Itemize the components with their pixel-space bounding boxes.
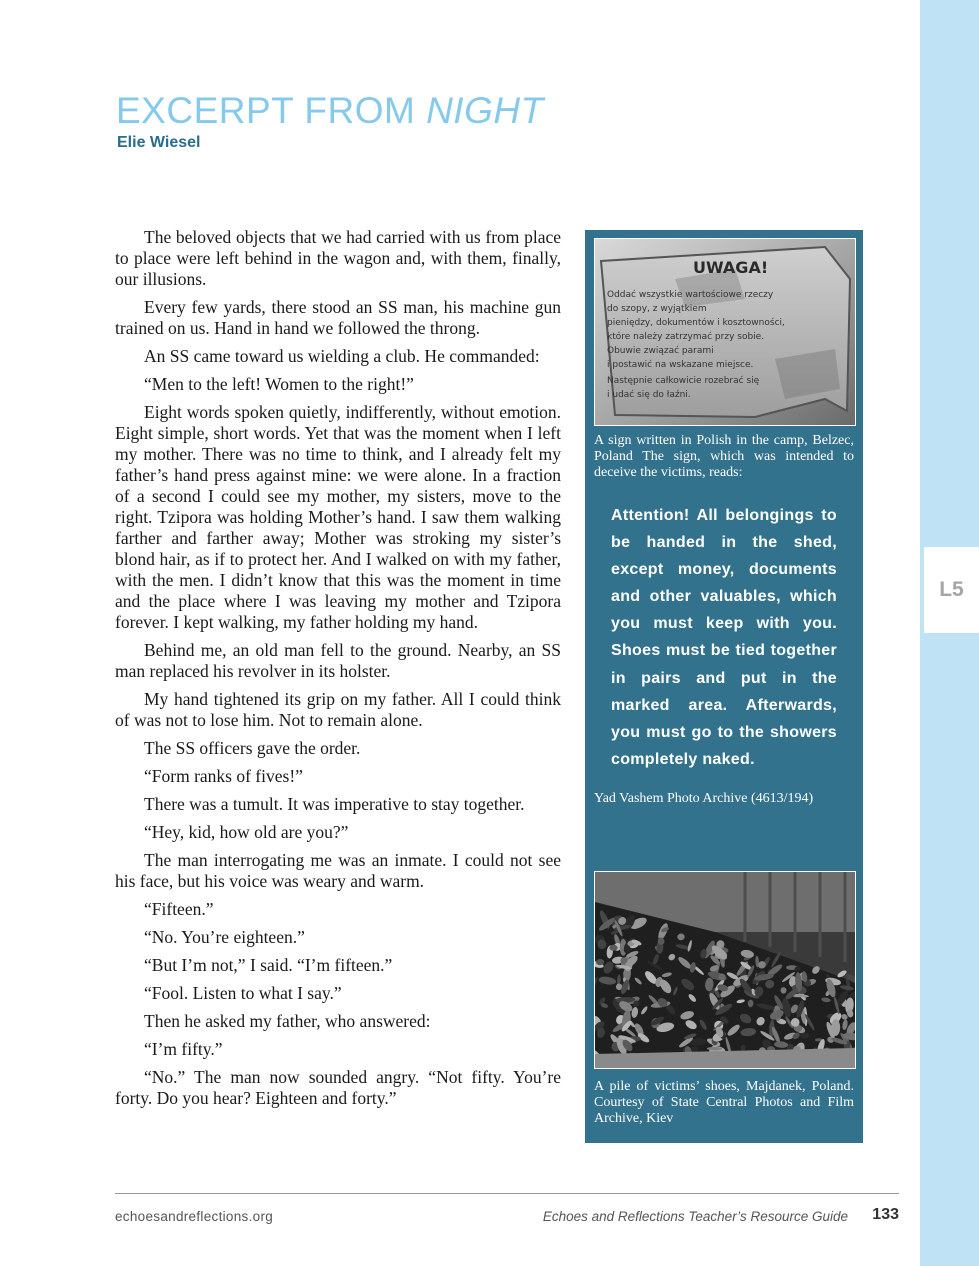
shoes-photo-caption: A pile of victims’ shoes, Majdanek, Poland. Courtesy of State Central Photos and Film Archive, Kiev [594, 1079, 854, 1126]
excerpt-paragraph: “Fool. Listen to what I say.” [144, 983, 342, 1003]
sign-line: do szopy, z wyjątkiem [607, 304, 707, 314]
page-number: 133 [872, 1206, 899, 1223]
excerpt-paragraph: “Form ranks of fives!” [144, 766, 303, 786]
shoes-photo-image [595, 872, 855, 1068]
sign-photo-caption: A sign written in Polish in the camp, Belzec, Poland The sign, which was intended to deceive the victims, reads: [594, 433, 854, 480]
excerpt-body [115, 227, 561, 1116]
excerpt-paragraph: Then he asked my father, who answered: [144, 1011, 431, 1031]
sign-line: i udać się do łaźni. [607, 390, 691, 400]
photo-credit: Yad Vashem Photo Archive (4613/194) [594, 791, 814, 806]
footer-guide-title: Echoes and Reflections Teacher’s Resource Guide [542, 1209, 848, 1224]
excerpt-paragraph: “No. You’re eighteen.” [144, 927, 305, 947]
sign-line: które należy zatrzymać przy sobie. [607, 332, 765, 342]
sign-line: pieniędzy, dokumentów i kosztowności, [607, 318, 785, 328]
excerpt-paragraph: An SS came toward us wielding a club. He commanded: [144, 346, 540, 366]
title-main: EXCERPT FROM [116, 90, 427, 131]
footer-divider [115, 1193, 899, 1194]
excerpt-paragraph: The SS officers gave the order. [144, 738, 361, 758]
side-color-band [920, 0, 979, 1266]
excerpt-paragraph: The beloved objects that we had carried with us from place to place were left behind in the wagon and, with them, finally, our illusions. [115, 227, 561, 289]
excerpt-paragraph: “I’m fifty.” [144, 1039, 223, 1059]
excerpt-paragraph: My hand tightened its grip on my father. All I could think of was not to lose him. Not to remain alone. [115, 689, 561, 730]
sign-line: Następnie całkowicie rozebrać się [607, 376, 760, 386]
excerpt-paragraph: “Men to the left! Women to the right!” [144, 374, 414, 394]
excerpt-paragraph: “No.” The man now sounded angry. “Not fifty. You’re forty. Do you hear? Eighteen and forty.” [115, 1067, 561, 1108]
lesson-tab-label: L5 [939, 578, 964, 601]
footer-website: echoesandreflections.org [115, 1209, 274, 1224]
lesson-tab [924, 547, 979, 633]
shoes-photo [594, 871, 856, 1069]
sign-line: UWAGA! [693, 258, 769, 277]
excerpt-paragraph: Every few yards, there stood an SS man, his machine gun trained on us. Hand in hand we followed the throng. [115, 297, 561, 338]
excerpt-paragraph: The man interrogating me was an inmate. I could not see his face, but his voice was weary and warm. [115, 850, 561, 891]
author-name: Elie Wiesel [117, 134, 201, 151]
excerpt-paragraph: There was a tumult. It was imperative to stay together. [144, 794, 525, 814]
sign-photo [594, 238, 856, 426]
sign-translation-quote: Attention! All belongings to be handed in the shed, except money, documents and other valuables, which you must keep with you. Shoes must be tied together in pairs and put in the marked area. Afterwards, you must go to the showers completely naked. [611, 507, 837, 768]
page-title [116, 92, 544, 129]
sign-line: Obuwie związać parami [607, 346, 714, 356]
sign-photo-image [595, 239, 855, 425]
excerpt-paragraph: “But I’m not,” I said. “I’m fifteen.” [144, 955, 393, 975]
sign-line: i postawić na wskazane miejsce. [607, 360, 754, 370]
title-italic: NIGHT [426, 90, 544, 131]
excerpt-paragraph: Behind me, an old man fell to the ground. Nearby, an SS man replaced his revolver in its holster. [115, 640, 561, 681]
sidebar-panel [585, 230, 863, 1143]
excerpt-paragraph: Eight words spoken quietly, indifferently, without emotion. Eight simple, short words. Yet that was the moment when I left my mother. There was no time to think, and I already felt my father’s hand press against mine: we were alone. In a fraction of a second I could see my mother, my sisters, move to the right. Tzipora was holding Mother’s hand. I saw them walking farther and farther away; Mother was stroking my sister’s blond hair, as if to protect her. And I walked on with my father, with the men. I didn’t know that this was the moment in time and the place where I was leaving my mother and Tzipora forever. I kept walking, my father holding my hand. [115, 402, 561, 632]
sign-line: Oddać wszystkie wartościowe rzeczy [607, 290, 774, 300]
excerpt-paragraph: “Fifteen.” [144, 899, 214, 919]
excerpt-paragraph: “Hey, kid, how old are you?” [144, 822, 349, 842]
